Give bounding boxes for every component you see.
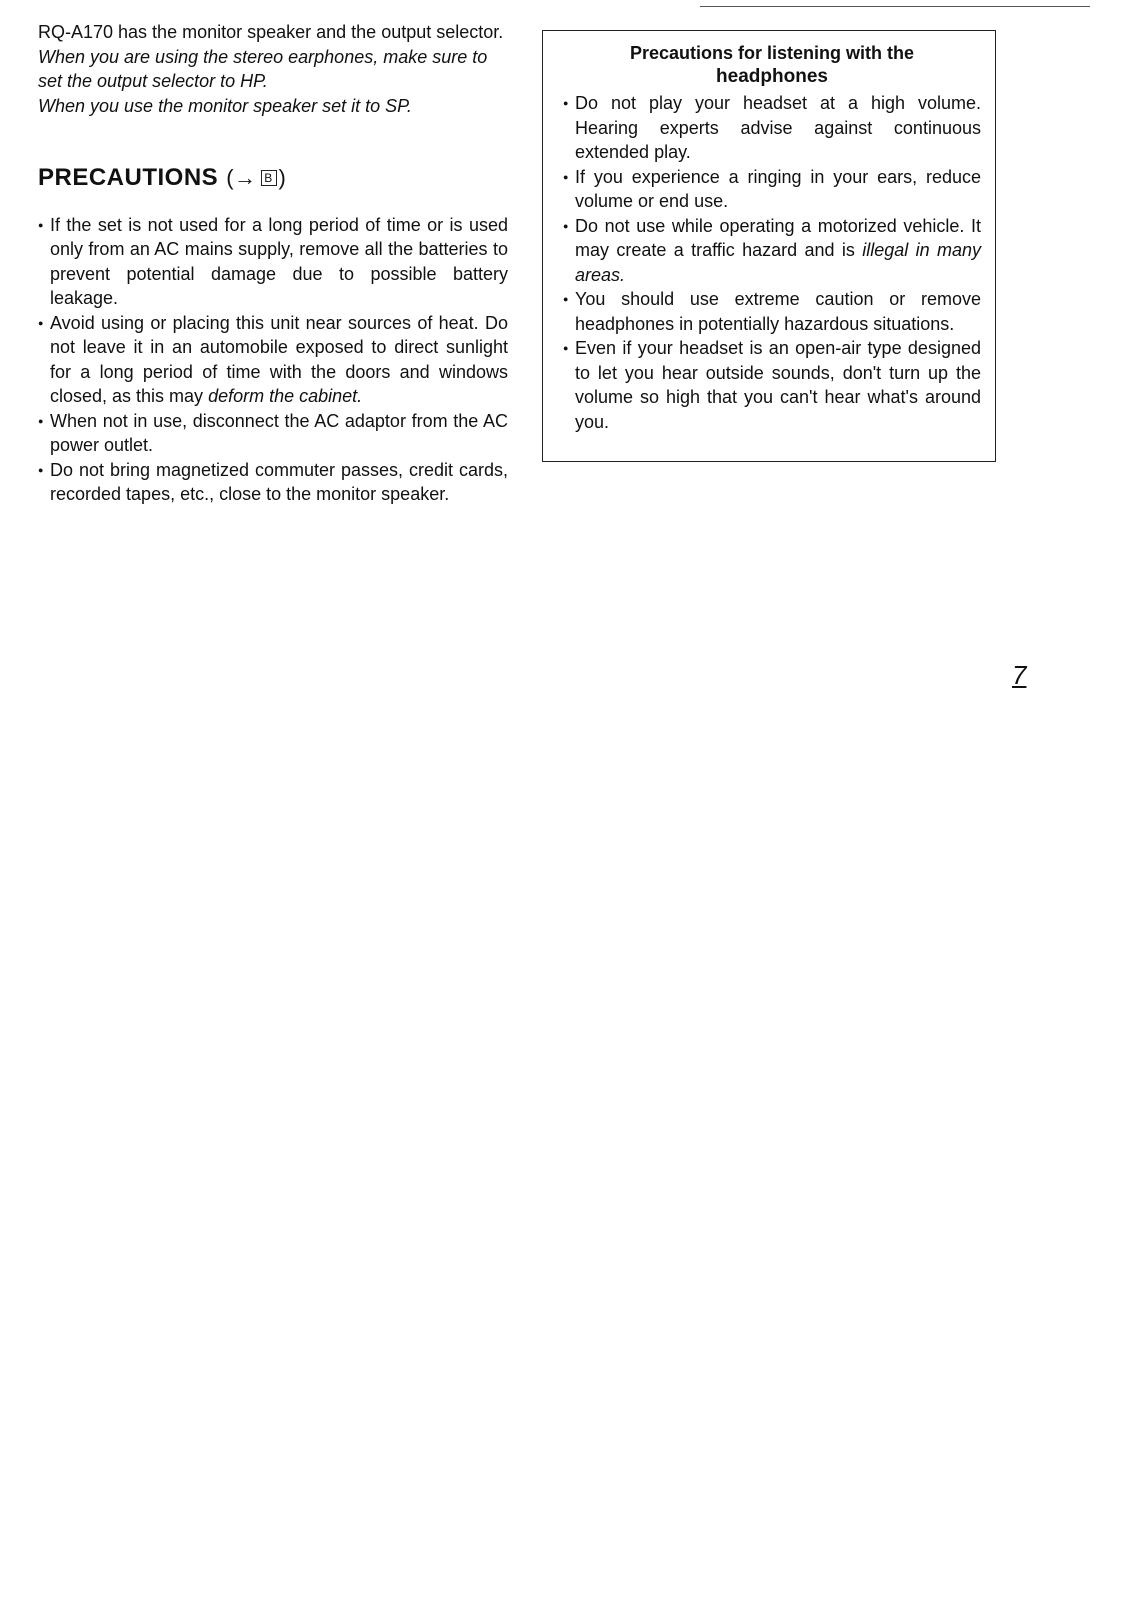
headphones-item-text: Do not play your headset at a high volume. Hearing experts advise against continuous extended play. bbox=[575, 93, 981, 162]
precautions-heading bbox=[38, 166, 508, 191]
precautions-title: PRECAUTIONS bbox=[38, 164, 219, 191]
reference-box: B bbox=[261, 170, 277, 186]
precaution-item bbox=[38, 458, 508, 507]
headphones-box-title bbox=[563, 41, 981, 89]
top-rule bbox=[700, 6, 1090, 7]
left-column bbox=[38, 20, 508, 507]
headphones-precautions-list bbox=[563, 91, 981, 434]
reference-mark: ( → B ) bbox=[226, 165, 287, 190]
intro-note-earphones: When you are using the stereo earphones, make sure to set the output selector to HP. bbox=[38, 46, 488, 91]
precaution-item-text: When not in use, disconnect the AC adaptor from the AC power outlet. bbox=[50, 410, 508, 455]
headphones-item bbox=[563, 336, 981, 434]
precautions-list bbox=[38, 213, 508, 507]
precaution-item-text: Do not bring magnetized commuter passes, credit cards, recorded tapes, etc., close to the monitor speaker. bbox=[50, 459, 508, 504]
arrow-icon: → bbox=[234, 165, 257, 190]
headphones-item-italic: illegal in many areas. bbox=[575, 240, 981, 285]
precaution-item-italic: deform the cabinet. bbox=[208, 386, 363, 406]
headphones-item-text: If you experience a ringing in your ears, reduce volume or end use. bbox=[575, 166, 981, 211]
intro-line: RQ-A170 has the monitor speaker and the output selector. bbox=[38, 22, 504, 42]
headphones-item-text: You should use extreme caution or remove headphones in potentially hazardous situations. bbox=[575, 289, 981, 334]
intro-note-speaker: When you use the monitor speaker set it to SP. bbox=[38, 95, 412, 116]
precaution-item-text: If the set is not used for a long period of time or is used only from an AC mains supply, remove all the batteries to prevent potential damage due to possible battery leakage. bbox=[50, 214, 508, 308]
precaution-item bbox=[38, 213, 508, 311]
headphones-precautions-box bbox=[542, 30, 996, 462]
precaution-item-text: Avoid using or placing this unit near sources of heat. Do not leave it in an automobile exposed to direct sunlight for a long period of time with the doors and windows closed, as this may bbox=[50, 312, 508, 406]
precaution-item bbox=[38, 311, 508, 409]
headphones-item-text: Do not use while operating a motorized vehicle. It may create a traffic hazard and is bbox=[575, 215, 981, 260]
headphones-item bbox=[563, 287, 981, 336]
precaution-item bbox=[38, 409, 508, 458]
headphones-item bbox=[563, 165, 981, 214]
page-number: 7 bbox=[1012, 660, 1027, 690]
headphones-box-title-line1: Precautions for listening with the bbox=[629, 43, 915, 63]
headphones-box-title-line2: headphones bbox=[716, 66, 828, 87]
headphones-item bbox=[563, 214, 981, 288]
headphones-item-text: Even if your headset is an open-air type designed to let you hear outside sounds, don't turn up the volume so high that you can't hear what's around you. bbox=[575, 338, 981, 432]
headphones-item bbox=[563, 91, 981, 165]
intro-paragraph bbox=[38, 20, 508, 118]
